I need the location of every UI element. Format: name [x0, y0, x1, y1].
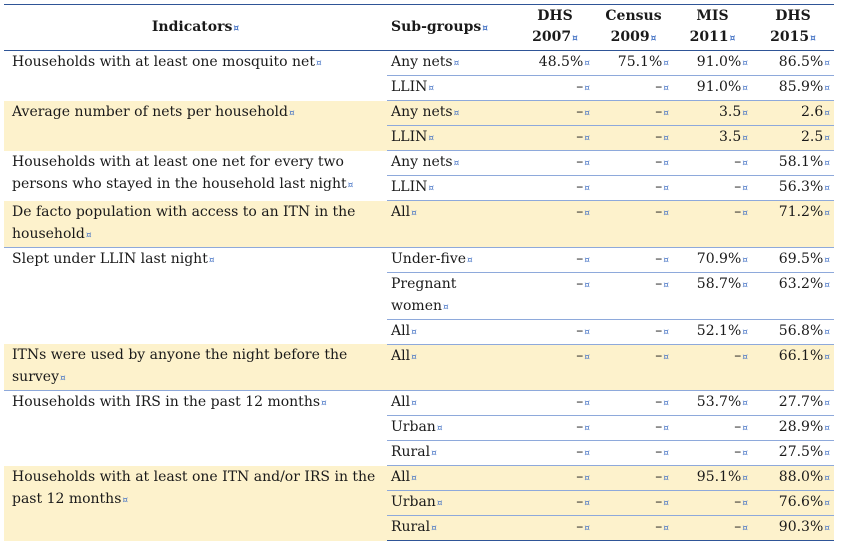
value-text: 56.8% [778, 322, 824, 339]
subgroup-cell: All¤ [387, 201, 516, 248]
value-cell: 85.9%¤ [752, 76, 834, 101]
value-cell: –¤ [516, 466, 594, 491]
value-cell: –¤ [516, 201, 594, 248]
value-cell: –¤ [594, 319, 673, 344]
value-text: – [655, 394, 663, 410]
subgroup-label: Urban [391, 494, 436, 510]
value-cell: –¤ [516, 416, 594, 441]
indicator-cell: Households with at least one mosquito net¤ [4, 51, 387, 101]
value-cell: 52.1%¤ [673, 319, 752, 344]
value-cell: 86.5%¤ [752, 51, 834, 76]
value-text: 52.1% [696, 322, 742, 339]
header-indicators: Indicators¤ [4, 5, 387, 51]
value-cell: 53.7%¤ [673, 391, 752, 416]
value-text: – [655, 275, 663, 292]
subgroup-label: All [391, 347, 411, 364]
indicator-cell: De facto population with access to an ITN in the household¤ [4, 201, 387, 248]
value-text: 2.6 [801, 104, 824, 120]
value-text: 91.0% [696, 79, 742, 95]
header-mis-2011: MIS 2011¤ [673, 5, 752, 51]
subgroup-label: LLIN [391, 79, 428, 95]
value-cell: –¤ [594, 344, 673, 391]
value-text: 56.3% [778, 179, 824, 195]
value-text: – [576, 154, 584, 170]
value-cell: 2.6¤ [752, 101, 834, 126]
subgroup-label: Any nets [391, 104, 453, 120]
header-dhs-2015: DHS 2015¤ [752, 5, 834, 51]
value-cell: –¤ [594, 441, 673, 466]
value-cell: –¤ [516, 76, 594, 101]
header-census-2009: Census 2009¤ [594, 5, 673, 51]
subgroup-label: All [391, 204, 411, 220]
value-text: – [655, 444, 663, 460]
value-cell: –¤ [594, 101, 673, 126]
value-cell: –¤ [673, 344, 752, 391]
value-text: – [655, 250, 663, 267]
value-cell: 91.0%¤ [673, 76, 752, 101]
value-cell: –¤ [673, 516, 752, 541]
value-cell: 69.5%¤ [752, 247, 834, 272]
value-text: 69.5% [778, 250, 824, 267]
value-cell: 76.6%¤ [752, 491, 834, 516]
subgroup-label: LLIN [391, 179, 428, 195]
value-cell: –¤ [594, 391, 673, 416]
table-row [4, 101, 834, 126]
value-cell: 48.5%¤ [516, 51, 594, 76]
header-dhs-2007: DHS 2007¤ [516, 5, 594, 51]
indicator-cell: Households with at least one net for every two persons who stayed in the household last night¤ [4, 151, 387, 201]
document-page [4, 4, 834, 541]
value-cell: –¤ [516, 151, 594, 176]
value-text: 2.5 [801, 129, 824, 145]
value-cell: –¤ [594, 466, 673, 491]
subgroup-cell: Urban¤ [387, 491, 516, 516]
subgroup-label: All [391, 322, 411, 339]
value-text: 76.6% [778, 494, 824, 510]
value-cell: –¤ [594, 201, 673, 248]
value-text: – [576, 419, 584, 435]
indicator-label: Households with at least one ITN and/or IRS in the past 12 months [12, 468, 376, 507]
subgroup-label: All [391, 469, 411, 485]
value-cell: –¤ [594, 76, 673, 101]
value-text: 58.1% [778, 154, 824, 170]
value-cell: –¤ [594, 516, 673, 541]
table-row [4, 201, 834, 248]
value-text: – [734, 444, 742, 460]
indicator-cell: Average number of nets per household¤ [4, 101, 387, 151]
value-cell: –¤ [516, 441, 594, 466]
subgroup-label: All [391, 394, 411, 410]
value-cell: –¤ [594, 176, 673, 201]
value-text: – [734, 179, 742, 195]
value-cell: –¤ [673, 491, 752, 516]
value-text: 3.5 [719, 129, 742, 145]
subgroup-cell: Rural¤ [387, 441, 516, 466]
value-text: – [576, 104, 584, 120]
value-text: 66.1% [778, 347, 824, 364]
value-text: – [576, 322, 584, 339]
value-cell: –¤ [673, 176, 752, 201]
indicator-cell: Households with IRS in the past 12 months¤ [4, 391, 387, 466]
value-cell: 2.5¤ [752, 126, 834, 151]
subgroup-cell: Under-five¤ [387, 247, 516, 272]
subgroup-cell: Any nets¤ [387, 101, 516, 126]
value-text: – [734, 519, 742, 535]
value-cell: –¤ [516, 319, 594, 344]
value-text: – [576, 469, 584, 485]
header-subgroups: Sub-groups¤ [387, 5, 516, 51]
value-cell: 63.2%¤ [752, 272, 834, 319]
value-cell: 91.0%¤ [673, 51, 752, 76]
value-text: – [655, 204, 663, 220]
subgroup-cell: Any nets¤ [387, 51, 516, 76]
subgroup-cell: Rural¤ [387, 516, 516, 541]
table-row [4, 466, 834, 491]
value-text: – [576, 275, 584, 292]
value-cell: –¤ [516, 391, 594, 416]
value-text: 27.5% [778, 444, 824, 460]
value-text: 28.9% [778, 419, 824, 435]
value-text: – [655, 129, 663, 145]
value-cell: –¤ [516, 101, 594, 126]
value-cell: –¤ [594, 126, 673, 151]
value-text: – [576, 204, 584, 220]
value-text: 58.7% [696, 275, 742, 292]
value-text: – [576, 129, 584, 145]
value-text: 3.5 [719, 104, 742, 120]
value-text: 88.0% [778, 469, 824, 485]
subgroup-label: Rural [391, 444, 431, 460]
value-cell: 88.0%¤ [752, 466, 834, 491]
value-text: 48.5% [538, 54, 584, 70]
value-text: – [576, 347, 584, 364]
value-text: – [655, 104, 663, 120]
subgroup-cell: Any nets¤ [387, 151, 516, 176]
subgroup-cell: LLIN¤ [387, 176, 516, 201]
value-cell: –¤ [673, 441, 752, 466]
value-text: 27.7% [778, 394, 824, 410]
value-text: 90.3% [778, 519, 824, 535]
value-cell: –¤ [516, 126, 594, 151]
subgroup-cell: Urban¤ [387, 416, 516, 441]
indicator-label: Households with IRS in the past 12 months [12, 394, 321, 410]
value-text: – [655, 179, 663, 195]
value-cell: –¤ [516, 491, 594, 516]
value-text: 95.1% [696, 469, 742, 485]
value-cell: –¤ [516, 247, 594, 272]
value-cell: 28.9%¤ [752, 416, 834, 441]
indicator-cell: Households with at least one ITN and/or IRS in the past 12 months¤ [4, 466, 387, 541]
value-text: 75.1% [617, 54, 663, 70]
malaria-indicators-table [4, 4, 834, 541]
value-text: – [655, 322, 663, 339]
value-cell: 56.8%¤ [752, 319, 834, 344]
value-cell: –¤ [594, 491, 673, 516]
value-cell: 58.7%¤ [673, 272, 752, 319]
value-text: 86.5% [778, 54, 824, 70]
value-cell: –¤ [594, 151, 673, 176]
table-row [4, 344, 834, 391]
value-text: – [655, 347, 663, 364]
indicator-label: Households with at least one mosquito net [12, 54, 315, 70]
value-cell: –¤ [516, 344, 594, 391]
value-cell: –¤ [516, 176, 594, 201]
value-cell: –¤ [594, 272, 673, 319]
value-text: – [576, 250, 584, 267]
subgroup-label: Rural [391, 519, 431, 535]
value-text: 53.7% [696, 394, 742, 410]
value-cell: 27.7%¤ [752, 391, 834, 416]
subgroup-label: Any nets [391, 154, 453, 170]
value-text: – [655, 79, 663, 95]
table-row [4, 51, 834, 76]
value-cell: 71.2%¤ [752, 201, 834, 248]
value-text: – [655, 494, 663, 510]
value-cell: 75.1%¤ [594, 51, 673, 76]
value-text: – [655, 519, 663, 535]
subgroup-cell: All¤ [387, 391, 516, 416]
value-text: – [655, 154, 663, 170]
value-text: – [655, 469, 663, 485]
value-cell: 27.5%¤ [752, 441, 834, 466]
value-cell: 66.1%¤ [752, 344, 834, 391]
value-cell: 95.1%¤ [673, 466, 752, 491]
value-cell: –¤ [516, 272, 594, 319]
value-cell: 90.3%¤ [752, 516, 834, 541]
subgroup-cell: All¤ [387, 319, 516, 344]
value-cell: –¤ [673, 201, 752, 248]
subgroup-cell: Pregnant women¤ [387, 272, 516, 319]
subgroup-cell: LLIN¤ [387, 126, 516, 151]
value-text: – [576, 79, 584, 95]
value-cell: –¤ [594, 416, 673, 441]
indicator-label: ITNs were used by anyone the night before the survey [12, 347, 348, 385]
subgroup-cell: LLIN¤ [387, 76, 516, 101]
value-text: – [655, 419, 663, 435]
value-text: – [576, 444, 584, 460]
subgroup-label: Under-five [391, 250, 467, 267]
indicator-cell: Slept under LLIN last night¤ [4, 247, 387, 344]
value-cell: –¤ [516, 516, 594, 541]
subgroup-label: Any nets [391, 54, 453, 70]
value-cell: 56.3%¤ [752, 176, 834, 201]
value-text: – [734, 204, 742, 220]
subgroup-label: LLIN [391, 129, 428, 145]
value-text: – [734, 419, 742, 435]
value-text: – [734, 494, 742, 510]
value-cell: 70.9%¤ [673, 247, 752, 272]
value-cell: 3.5¤ [673, 101, 752, 126]
value-text: – [576, 179, 584, 195]
value-text: 70.9% [696, 250, 742, 267]
indicator-label: Households with at least one net for every two persons who stayed in the household last night [12, 153, 347, 192]
table-header [4, 5, 834, 51]
table-row [4, 391, 834, 416]
value-cell: –¤ [594, 247, 673, 272]
indicator-cell: ITNs were used by anyone the night before the survey¤ [4, 344, 387, 391]
table-body [4, 51, 834, 541]
subgroup-cell: All¤ [387, 344, 516, 391]
value-cell: 3.5¤ [673, 126, 752, 151]
indicator-label: De facto population with access to an ITN in the household [12, 203, 356, 242]
value-text: – [576, 394, 584, 410]
table-row [4, 151, 834, 176]
value-text: – [734, 154, 742, 170]
value-text: – [576, 494, 584, 510]
table-row [4, 247, 834, 272]
value-cell: 58.1%¤ [752, 151, 834, 176]
indicator-label: Average number of nets per household [12, 103, 289, 120]
value-text: 63.2% [778, 275, 824, 292]
subgroup-label: Urban [391, 419, 436, 435]
value-text: – [734, 347, 742, 364]
value-text: 85.9% [778, 79, 824, 95]
indicator-label: Slept under LLIN last night [12, 250, 208, 267]
value-text: – [576, 519, 584, 535]
subgroup-cell: All¤ [387, 466, 516, 491]
subgroup-label: Pregnant women [391, 275, 457, 314]
value-cell: –¤ [673, 151, 752, 176]
value-text: 71.2% [778, 204, 824, 220]
value-cell: –¤ [673, 416, 752, 441]
value-text: 91.0% [696, 54, 742, 70]
